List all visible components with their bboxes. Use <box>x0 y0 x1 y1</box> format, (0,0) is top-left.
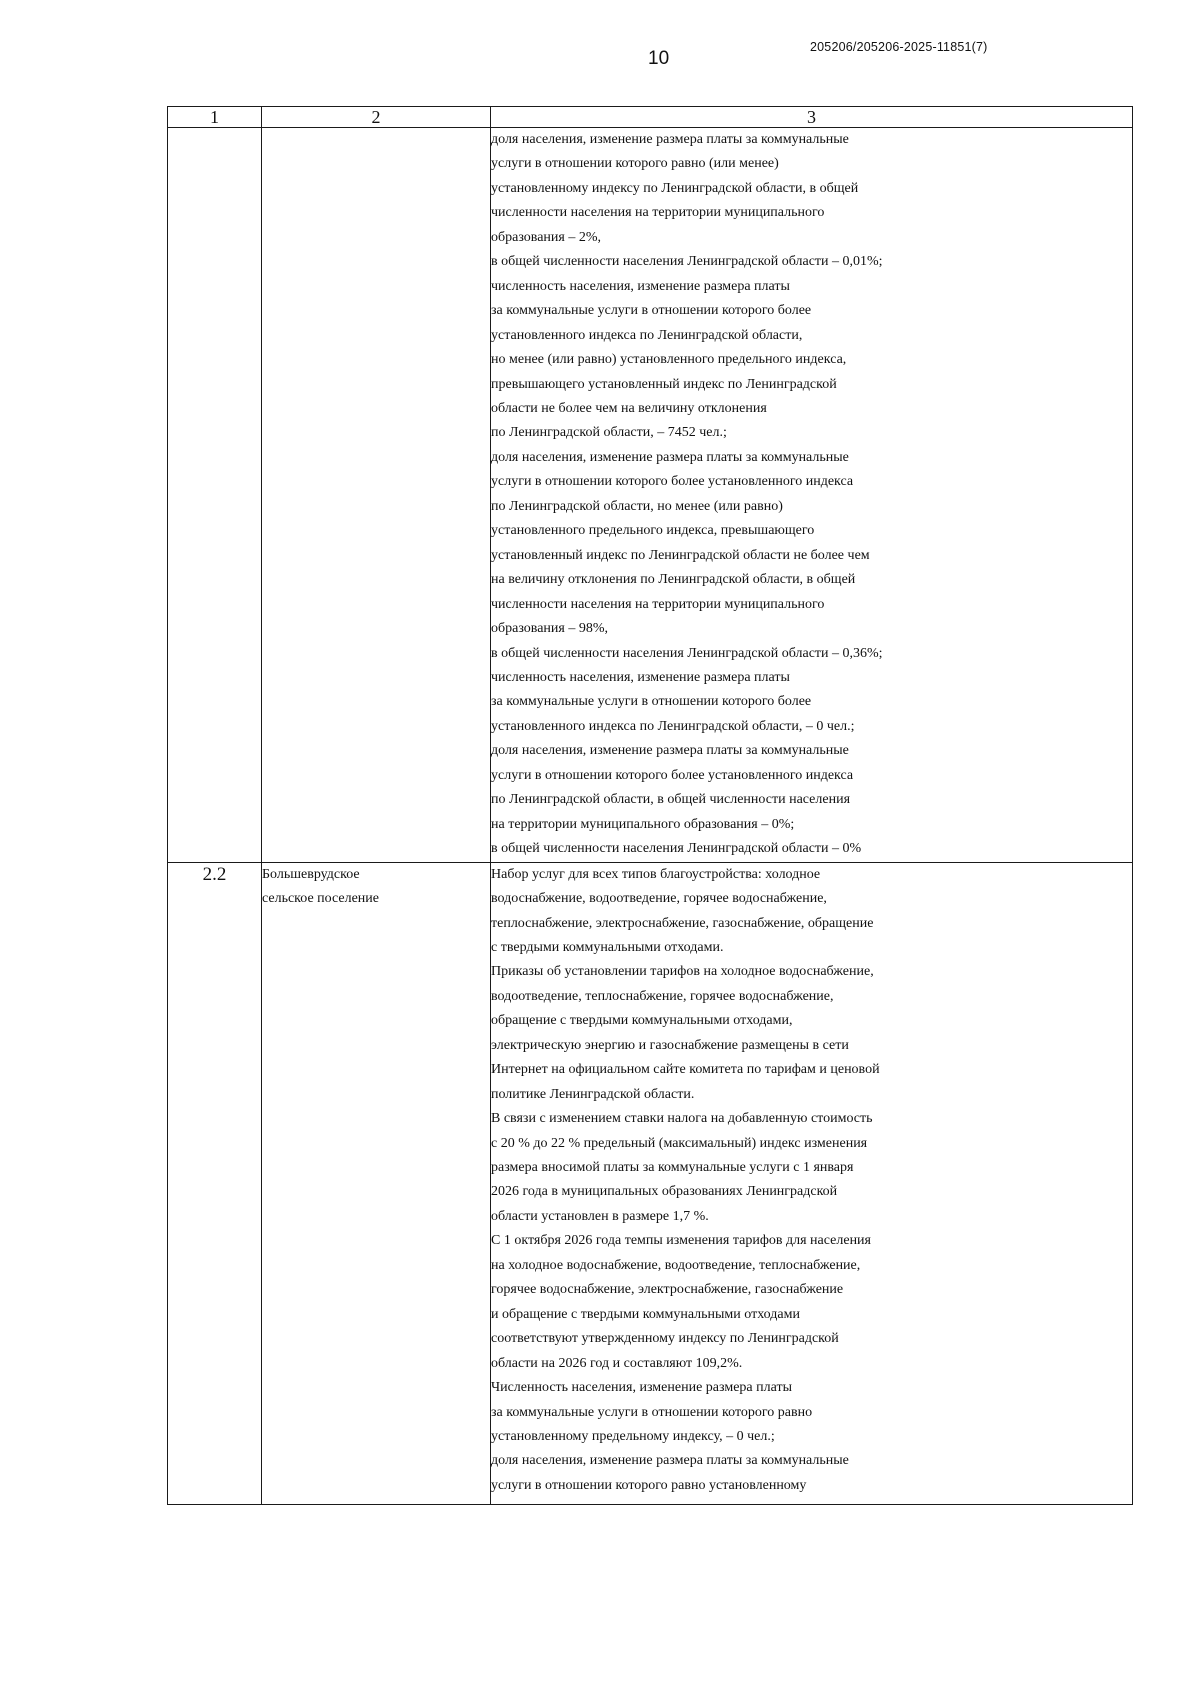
description-cell <box>491 862 1133 1504</box>
text-line: численность населения, изменение размера платы <box>491 278 790 294</box>
text-line: на территории муниципального образования – 0%; <box>491 816 795 832</box>
description-cell <box>491 128 1133 863</box>
text-line: доля населения, изменение размера платы за коммунальные <box>491 449 849 465</box>
row-number-cell <box>168 128 262 863</box>
text-line: услуги в отношении которого равно (или менее) <box>491 156 779 172</box>
text-line: 2026 года в муниципальных образованиях Ленинградской <box>491 1184 838 1200</box>
main-table <box>167 106 1133 1505</box>
text-line: образования – 98%, <box>491 621 609 637</box>
text-line: соответствуют утвержденному индексу по Ленинградской <box>491 1331 839 1347</box>
text-line: размера вносимой платы за коммунальные услуги с 1 января <box>491 1160 854 1176</box>
text-line: образования – 2%, <box>491 229 602 245</box>
text-line: В связи с изменением ставки налога на добавленную стоимость <box>491 1111 873 1127</box>
text-line: области установлен в размере 1,7 %. <box>491 1208 709 1224</box>
text-line: численности населения на территории муниципального <box>491 596 825 612</box>
row-number-cell: 2.2 <box>168 862 262 1504</box>
text-line: на величину отклонения по Ленинградской области, в общей <box>491 572 856 588</box>
text-line: за коммунальные услуги в отношении которого равно <box>491 1404 813 1420</box>
text-line: услуги в отношении которого более установленного индекса <box>491 767 854 783</box>
text-line: доля населения, изменение размера платы за коммунальные <box>491 743 849 759</box>
text-line: установленному индексу по Ленинградской области, в общей <box>491 180 859 196</box>
text-line: Приказы об установлении тарифов на холодное водоснабжение, <box>491 964 874 980</box>
text-line: политике Ленинградской области. <box>491 1086 695 1102</box>
text-line: установленного индекса по Ленинградской области, <box>491 327 803 343</box>
text-line: доля населения, изменение размера платы за коммунальные <box>491 132 849 147</box>
text-line: в общей численности населения Ленинградской области – 0,36%; <box>491 645 883 661</box>
text-line: по Ленинградской области, в общей численности населения <box>491 792 851 808</box>
text-line: теплоснабжение, электроснабжение, газоснабжение, обращение <box>491 915 874 931</box>
text-line: численность населения, изменение размера платы <box>491 669 790 685</box>
text-line: установленному предельному индексу, – 0 чел.; <box>491 1429 775 1445</box>
text-line: обращение с твердыми коммунальными отходами, <box>491 1013 793 1029</box>
text-line: с твердыми коммунальными отходами. <box>491 939 724 955</box>
text-line: с 20 % до 22 % предельный (максимальный) индекс изменения <box>491 1135 868 1151</box>
text-line: водоотведение, теплоснабжение, горячее водоснабжение, <box>491 988 834 1004</box>
text-line: численности населения на территории муниципального <box>491 205 825 221</box>
document-id: 205206/205206-2025-11851(7) <box>810 40 988 54</box>
text-line: по Ленинградской области, – 7452 чел.; <box>491 425 727 441</box>
municipality-name-cell <box>262 128 491 863</box>
text-line: электрическую энергию и газоснабжение размещены в сети <box>491 1037 849 1053</box>
text-line: за коммунальные услуги в отношении которого более <box>491 303 812 319</box>
text-line: Интернет на официальном сайте комитета по тарифам и ценовой <box>491 1062 880 1078</box>
text-line: услуги в отношении которого равно установленному <box>491 1477 807 1493</box>
text-line: по Ленинградской области, но менее (или равно) <box>491 498 783 514</box>
text-line: превышающего установленный индекс по Ленинградской <box>491 376 837 392</box>
text-line: на холодное водоснабжение, водоотведение, теплоснабжение, <box>491 1257 861 1273</box>
text-line: С 1 октября 2026 года темпы изменения тарифов для населения <box>491 1233 871 1249</box>
text-line: Большеврудское <box>262 866 360 882</box>
text-line: сельское поселение <box>262 891 379 907</box>
text-line: установленного индекса по Ленинградской области, – 0 чел.; <box>491 718 855 734</box>
text-line: установленный индекс по Ленинградской области не более чем <box>491 547 870 563</box>
table-row <box>168 128 1133 863</box>
text-line: доля населения, изменение размера платы за коммунальные <box>491 1453 849 1469</box>
column-number-row <box>168 107 1133 128</box>
text-line: но менее (или равно) установленного предельного индекса, <box>491 352 847 368</box>
text-line: и обращение с твердыми коммунальными отходами <box>491 1306 800 1322</box>
text-line: в общей численности населения Ленинградской области – 0,01%; <box>491 254 883 270</box>
column-header-2: 2 <box>262 107 491 128</box>
text-line: Численность населения, изменение размера платы <box>491 1380 792 1396</box>
text-line: горячее водоснабжение, электроснабжение, газоснабжение <box>491 1282 844 1298</box>
text-line: за коммунальные услуги в отношении которого более <box>491 694 812 710</box>
text-line: Набор услуг для всех типов благоустройства: холодное <box>491 866 821 882</box>
text-line: услуги в отношении которого более установленного индекса <box>491 474 854 490</box>
table-row <box>168 862 1133 1504</box>
text-line: водоснабжение, водоотведение, горячее водоснабжение, <box>491 891 827 907</box>
page-number: 10 <box>648 48 670 69</box>
text-line: в общей численности населения Ленинградской области – 0% <box>491 841 862 857</box>
column-header-1: 1 <box>168 107 262 128</box>
column-header-3: 3 <box>491 107 1133 128</box>
text-line: области не более чем на величину отклонения <box>491 400 767 416</box>
municipality-name-cell <box>262 862 491 1504</box>
text-line: установленного предельного индекса, превышающего <box>491 523 815 539</box>
text-line: области на 2026 год и составляют 109,2%. <box>491 1355 743 1371</box>
